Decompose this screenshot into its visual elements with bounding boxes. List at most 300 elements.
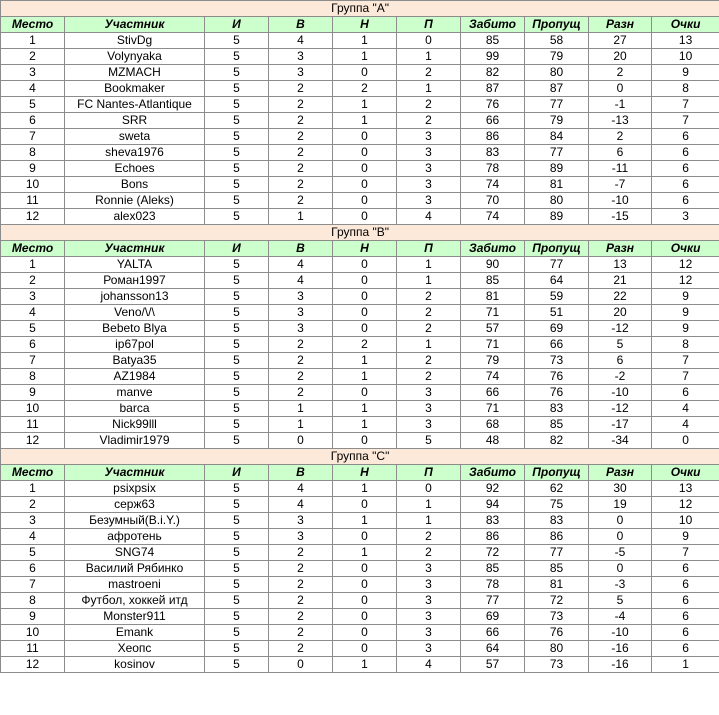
cell-games: 5: [205, 113, 269, 129]
cell-losses: 3: [397, 417, 461, 433]
cell-wins: 2: [269, 625, 333, 641]
cell-draws: 1: [333, 481, 397, 497]
cell-losses: 2: [397, 305, 461, 321]
cell-goals-against: 76: [525, 625, 589, 641]
table-row: [1, 561, 719, 577]
cell-games: 5: [205, 65, 269, 81]
cell-goal-diff: -10: [589, 625, 652, 641]
cell-goals-against: 83: [525, 401, 589, 417]
cell-place: 4: [1, 81, 65, 97]
cell-place: 2: [1, 273, 65, 289]
cell-draws: 0: [333, 305, 397, 321]
standings-body: [1, 1, 719, 673]
table-row: [1, 593, 719, 609]
cell-participant: Echoes: [65, 161, 205, 177]
cell-goals-for: 92: [461, 481, 525, 497]
cell-goals-against: 79: [525, 113, 589, 129]
cell-participant: Хеопс: [65, 641, 205, 657]
cell-games: 5: [205, 145, 269, 161]
cell-goals-for: 66: [461, 385, 525, 401]
cell-wins: 2: [269, 97, 333, 113]
cell-points: 8: [652, 81, 719, 97]
header-goals-against: Пропущ: [525, 465, 589, 481]
table-row: [1, 353, 719, 369]
cell-participant: AZ1984: [65, 369, 205, 385]
cell-games: 5: [205, 529, 269, 545]
cell-losses: 2: [397, 289, 461, 305]
group-title: Группа "C": [1, 449, 719, 465]
cell-points: 6: [652, 129, 719, 145]
table-row: [1, 209, 719, 225]
cell-goal-diff: 6: [589, 353, 652, 369]
cell-goal-diff: 0: [589, 561, 652, 577]
cell-goals-against: 76: [525, 369, 589, 385]
table-row: [1, 417, 719, 433]
cell-points: 6: [652, 609, 719, 625]
cell-goal-diff: -16: [589, 641, 652, 657]
table-row: [1, 33, 719, 49]
cell-goal-diff: -10: [589, 193, 652, 209]
header-participant: Участник: [65, 241, 205, 257]
cell-wins: 2: [269, 593, 333, 609]
cell-goal-diff: 20: [589, 305, 652, 321]
cell-goals-against: 89: [525, 161, 589, 177]
cell-goals-against: 89: [525, 209, 589, 225]
cell-goals-for: 76: [461, 97, 525, 113]
cell-wins: 4: [269, 33, 333, 49]
cell-goals-for: 86: [461, 529, 525, 545]
cell-draws: 1: [333, 401, 397, 417]
cell-draws: 0: [333, 497, 397, 513]
header-games: И: [205, 465, 269, 481]
cell-goals-against: 69: [525, 321, 589, 337]
cell-wins: 4: [269, 481, 333, 497]
cell-draws: 0: [333, 625, 397, 641]
cell-games: 5: [205, 81, 269, 97]
cell-draws: 0: [333, 129, 397, 145]
cell-place: 6: [1, 561, 65, 577]
cell-goals-for: 74: [461, 209, 525, 225]
table-row: [1, 49, 719, 65]
cell-place: 3: [1, 513, 65, 529]
cell-place: 6: [1, 337, 65, 353]
cell-losses: 1: [397, 497, 461, 513]
cell-place: 1: [1, 481, 65, 497]
cell-goal-diff: 30: [589, 481, 652, 497]
cell-games: 5: [205, 545, 269, 561]
cell-goal-diff: 5: [589, 593, 652, 609]
cell-losses: 2: [397, 65, 461, 81]
cell-losses: 3: [397, 129, 461, 145]
cell-goal-diff: 20: [589, 49, 652, 65]
cell-draws: 1: [333, 49, 397, 65]
table-row: [1, 577, 719, 593]
cell-draws: 1: [333, 417, 397, 433]
cell-points: 6: [652, 385, 719, 401]
cell-losses: 2: [397, 113, 461, 129]
cell-losses: 3: [397, 577, 461, 593]
cell-draws: 1: [333, 369, 397, 385]
cell-place: 11: [1, 193, 65, 209]
cell-goals-against: 77: [525, 145, 589, 161]
cell-goals-against: 87: [525, 81, 589, 97]
cell-draws: 2: [333, 81, 397, 97]
cell-draws: 0: [333, 593, 397, 609]
cell-place: 1: [1, 33, 65, 49]
cell-goals-for: 74: [461, 369, 525, 385]
cell-participant: SNG74: [65, 545, 205, 561]
cell-participant: Nick99lll: [65, 417, 205, 433]
cell-draws: 0: [333, 193, 397, 209]
cell-place: 12: [1, 657, 65, 673]
cell-goal-diff: 2: [589, 65, 652, 81]
cell-points: 9: [652, 305, 719, 321]
table-row: [1, 257, 719, 273]
cell-points: 10: [652, 49, 719, 65]
cell-place: 11: [1, 417, 65, 433]
cell-place: 11: [1, 641, 65, 657]
cell-losses: 1: [397, 257, 461, 273]
cell-goals-against: 80: [525, 65, 589, 81]
column-header-row: [1, 241, 719, 257]
header-goals-for: Забито: [461, 17, 525, 33]
cell-place: 4: [1, 529, 65, 545]
cell-goals-for: 66: [461, 113, 525, 129]
header-losses: П: [397, 465, 461, 481]
cell-wins: 2: [269, 577, 333, 593]
cell-goal-diff: 21: [589, 273, 652, 289]
cell-goal-diff: -16: [589, 657, 652, 673]
cell-goal-diff: 2: [589, 129, 652, 145]
cell-goals-for: 69: [461, 609, 525, 625]
cell-goals-against: 77: [525, 545, 589, 561]
cell-wins: 3: [269, 305, 333, 321]
cell-goal-diff: -4: [589, 609, 652, 625]
cell-losses: 2: [397, 545, 461, 561]
cell-wins: 2: [269, 145, 333, 161]
cell-goals-for: 74: [461, 177, 525, 193]
cell-goals-for: 48: [461, 433, 525, 449]
cell-goals-for: 57: [461, 321, 525, 337]
cell-goals-against: 66: [525, 337, 589, 353]
cell-wins: 2: [269, 193, 333, 209]
cell-games: 5: [205, 593, 269, 609]
cell-wins: 3: [269, 513, 333, 529]
header-games: И: [205, 241, 269, 257]
cell-draws: 1: [333, 353, 397, 369]
cell-participant: YALTA: [65, 257, 205, 273]
cell-goals-against: 77: [525, 257, 589, 273]
cell-place: 2: [1, 49, 65, 65]
table-row: [1, 529, 719, 545]
cell-participant: Безумный(B.i.Y.): [65, 513, 205, 529]
cell-draws: 0: [333, 321, 397, 337]
cell-draws: 0: [333, 529, 397, 545]
cell-points: 3: [652, 209, 719, 225]
cell-goal-diff: -3: [589, 577, 652, 593]
cell-place: 3: [1, 65, 65, 81]
cell-draws: 0: [333, 161, 397, 177]
cell-place: 8: [1, 145, 65, 161]
cell-games: 5: [205, 385, 269, 401]
cell-games: 5: [205, 337, 269, 353]
cell-wins: 2: [269, 609, 333, 625]
cell-points: 7: [652, 113, 719, 129]
cell-goals-against: 73: [525, 657, 589, 673]
cell-points: 9: [652, 529, 719, 545]
cell-participant: johansson13: [65, 289, 205, 305]
header-participant: Участник: [65, 465, 205, 481]
cell-goals-for: 83: [461, 145, 525, 161]
header-points: Очки: [652, 241, 719, 257]
cell-goal-diff: 19: [589, 497, 652, 513]
cell-losses: 4: [397, 657, 461, 673]
cell-participant: manve: [65, 385, 205, 401]
table-row: [1, 401, 719, 417]
table-row: [1, 369, 719, 385]
cell-games: 5: [205, 321, 269, 337]
header-goal-diff: Разн: [589, 17, 652, 33]
cell-participant: Футбол, хоккей итд: [65, 593, 205, 609]
cell-goals-for: 99: [461, 49, 525, 65]
cell-points: 7: [652, 97, 719, 113]
cell-participant: Batya35: [65, 353, 205, 369]
cell-points: 6: [652, 193, 719, 209]
table-row: [1, 657, 719, 673]
cell-games: 5: [205, 289, 269, 305]
cell-wins: 3: [269, 65, 333, 81]
cell-goals-for: 70: [461, 193, 525, 209]
cell-participant: серж63: [65, 497, 205, 513]
cell-losses: 3: [397, 641, 461, 657]
cell-goals-against: 85: [525, 417, 589, 433]
cell-points: 13: [652, 481, 719, 497]
cell-games: 5: [205, 609, 269, 625]
cell-goals-against: 76: [525, 385, 589, 401]
cell-points: 6: [652, 177, 719, 193]
cell-wins: 2: [269, 561, 333, 577]
table-row: [1, 321, 719, 337]
table-row: [1, 385, 719, 401]
cell-participant: Роман1997: [65, 273, 205, 289]
cell-games: 5: [205, 305, 269, 321]
cell-games: 5: [205, 97, 269, 113]
cell-draws: 0: [333, 561, 397, 577]
cell-participant: Bookmaker: [65, 81, 205, 97]
cell-points: 12: [652, 257, 719, 273]
cell-goals-for: 78: [461, 161, 525, 177]
cell-participant: Bebeto Blya: [65, 321, 205, 337]
cell-participant: Volynyaka: [65, 49, 205, 65]
cell-losses: 0: [397, 33, 461, 49]
table-row: [1, 497, 719, 513]
cell-place: 4: [1, 305, 65, 321]
cell-goals-against: 84: [525, 129, 589, 145]
cell-goals-for: 94: [461, 497, 525, 513]
cell-wins: 4: [269, 257, 333, 273]
cell-losses: 3: [397, 593, 461, 609]
table-row: [1, 113, 719, 129]
table-row: [1, 545, 719, 561]
cell-goal-diff: -17: [589, 417, 652, 433]
cell-losses: 4: [397, 209, 461, 225]
cell-games: 5: [205, 177, 269, 193]
header-games: И: [205, 17, 269, 33]
cell-wins: 2: [269, 81, 333, 97]
cell-losses: 3: [397, 145, 461, 161]
group-title-row: [1, 1, 719, 17]
header-points: Очки: [652, 17, 719, 33]
cell-wins: 3: [269, 49, 333, 65]
table-row: [1, 97, 719, 113]
cell-games: 5: [205, 49, 269, 65]
cell-goal-diff: 0: [589, 513, 652, 529]
cell-place: 10: [1, 625, 65, 641]
cell-participant: ip67pol: [65, 337, 205, 353]
header-goals-for: Забито: [461, 465, 525, 481]
cell-goals-against: 80: [525, 193, 589, 209]
header-goals-against: Пропущ: [525, 241, 589, 257]
cell-draws: 0: [333, 609, 397, 625]
cell-goal-diff: 22: [589, 289, 652, 305]
cell-goals-for: 71: [461, 401, 525, 417]
cell-points: 7: [652, 545, 719, 561]
cell-wins: 2: [269, 113, 333, 129]
header-goals-for: Забито: [461, 241, 525, 257]
cell-draws: 0: [333, 433, 397, 449]
header-draws: Н: [333, 17, 397, 33]
cell-games: 5: [205, 401, 269, 417]
cell-points: 0: [652, 433, 719, 449]
cell-participant: sheva1976: [65, 145, 205, 161]
cell-goal-diff: 27: [589, 33, 652, 49]
cell-goals-against: 62: [525, 481, 589, 497]
cell-draws: 0: [333, 209, 397, 225]
cell-goal-diff: -1: [589, 97, 652, 113]
table-row: [1, 273, 719, 289]
table-row: [1, 193, 719, 209]
table-row: [1, 641, 719, 657]
cell-goals-against: 83: [525, 513, 589, 529]
cell-goals-for: 87: [461, 81, 525, 97]
cell-goals-against: 77: [525, 97, 589, 113]
header-goal-diff: Разн: [589, 465, 652, 481]
cell-place: 5: [1, 545, 65, 561]
cell-games: 5: [205, 625, 269, 641]
cell-wins: 3: [269, 321, 333, 337]
cell-points: 9: [652, 65, 719, 81]
cell-goals-for: 83: [461, 513, 525, 529]
group-title-row: [1, 225, 719, 241]
cell-goals-against: 86: [525, 529, 589, 545]
table-row: [1, 305, 719, 321]
cell-place: 1: [1, 257, 65, 273]
cell-goals-for: 66: [461, 625, 525, 641]
cell-points: 6: [652, 625, 719, 641]
table-row: [1, 177, 719, 193]
cell-wins: 2: [269, 369, 333, 385]
cell-place: 7: [1, 129, 65, 145]
cell-place: 8: [1, 369, 65, 385]
cell-wins: 2: [269, 641, 333, 657]
cell-place: 7: [1, 577, 65, 593]
cell-games: 5: [205, 209, 269, 225]
cell-games: 5: [205, 657, 269, 673]
cell-place: 9: [1, 609, 65, 625]
header-wins: В: [269, 241, 333, 257]
cell-participant: Ronnie (Aleks): [65, 193, 205, 209]
cell-draws: 1: [333, 513, 397, 529]
table-row: [1, 337, 719, 353]
cell-wins: 2: [269, 177, 333, 193]
table-row: [1, 609, 719, 625]
cell-goal-diff: -10: [589, 385, 652, 401]
cell-games: 5: [205, 257, 269, 273]
cell-goal-diff: -12: [589, 321, 652, 337]
cell-participant: psixpsix: [65, 481, 205, 497]
header-wins: В: [269, 17, 333, 33]
cell-goals-against: 51: [525, 305, 589, 321]
cell-points: 4: [652, 417, 719, 433]
group-title-row: [1, 449, 719, 465]
cell-goals-for: 68: [461, 417, 525, 433]
cell-goals-against: 81: [525, 577, 589, 593]
cell-place: 6: [1, 113, 65, 129]
cell-place: 3: [1, 289, 65, 305]
cell-draws: 1: [333, 657, 397, 673]
column-header-row: [1, 17, 719, 33]
table-row: [1, 65, 719, 81]
header-draws: Н: [333, 241, 397, 257]
cell-goals-against: 85: [525, 561, 589, 577]
header-points: Очки: [652, 465, 719, 481]
cell-games: 5: [205, 273, 269, 289]
cell-draws: 1: [333, 113, 397, 129]
cell-draws: 1: [333, 33, 397, 49]
cell-goal-diff: 5: [589, 337, 652, 353]
cell-points: 9: [652, 289, 719, 305]
cell-wins: 1: [269, 401, 333, 417]
cell-goals-for: 79: [461, 353, 525, 369]
cell-points: 12: [652, 273, 719, 289]
cell-participant: Monster911: [65, 609, 205, 625]
cell-goal-diff: -15: [589, 209, 652, 225]
cell-points: 4: [652, 401, 719, 417]
cell-games: 5: [205, 481, 269, 497]
cell-goals-for: 85: [461, 561, 525, 577]
cell-losses: 3: [397, 385, 461, 401]
cell-points: 12: [652, 497, 719, 513]
cell-wins: 3: [269, 529, 333, 545]
cell-losses: 1: [397, 49, 461, 65]
cell-losses: 3: [397, 193, 461, 209]
cell-draws: 0: [333, 65, 397, 81]
table-row: [1, 81, 719, 97]
header-place: Место: [1, 17, 65, 33]
cell-losses: 3: [397, 177, 461, 193]
cell-wins: 0: [269, 433, 333, 449]
cell-participant: mastroeni: [65, 577, 205, 593]
table-row: [1, 161, 719, 177]
cell-goals-for: 78: [461, 577, 525, 593]
cell-participant: barca: [65, 401, 205, 417]
cell-points: 10: [652, 513, 719, 529]
cell-points: 9: [652, 321, 719, 337]
cell-games: 5: [205, 129, 269, 145]
cell-games: 5: [205, 433, 269, 449]
cell-draws: 0: [333, 257, 397, 273]
cell-goal-diff: 13: [589, 257, 652, 273]
